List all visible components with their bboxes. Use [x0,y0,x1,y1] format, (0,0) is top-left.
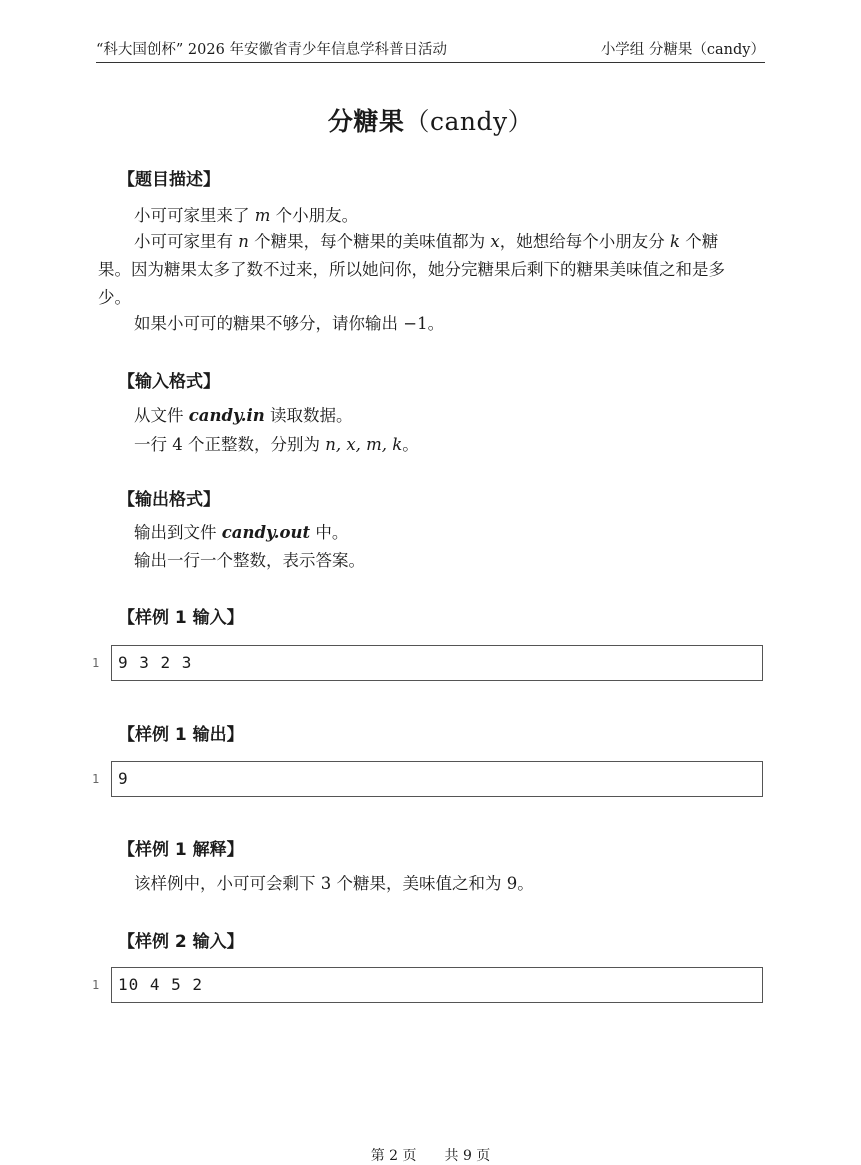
output-l1-text-b: 中。 [315,523,349,542]
sample1-output-code: 9 [111,761,763,797]
p2-text-d: 个糖果。因为糖果太多了数不过来，所以她问你，她分完糖果后剩下的糖果美味值之和是多少。 [98,232,725,307]
page-header [96,38,765,63]
input-format-line1 [134,404,352,428]
input-l2-text-a: 一行 4 个正整数，分别为 [134,435,320,454]
output-l1-text-a: 输出到文件 [134,523,217,542]
sample1-output-heading: 【样例 1 输出】 [118,725,244,745]
input-l2-vars: n, x, m, k [325,435,403,454]
p1-text-b: 个小朋友。 [275,206,359,225]
p2-text-a: 小可可家里有 [134,232,233,251]
output-format-line2: 输出一行一个整数，表示答案。 [134,551,365,570]
p2-var-k: k [669,232,680,251]
p1-var-m: m [254,206,271,225]
p2-var-n: n [238,232,249,251]
input-filename: candy.in [188,406,265,425]
input-format-line2 [134,433,419,457]
title-paren: （candy） [404,107,534,136]
sample2-input-line-number: 1 [92,978,100,992]
sample1-explain-heading: 【样例 1 解释】 [118,840,244,860]
output-format-heading: 【输出格式】 [118,490,220,510]
sample1-output-line-number: 1 [92,772,100,786]
p2-text-b: 个糖果，每个糖果的美味值都为 [254,232,486,251]
sample1-input-line-number: 1 [92,656,100,670]
footer-total-pages: 共 9 页 [444,1148,491,1164]
p2-var-x: x [490,232,500,251]
footer-page-number: 第 2 页 [370,1148,417,1164]
sample2-input-code: 10 4 5 2 [111,967,763,1003]
description-p3: 如果小可可的糖果不够分，请你输出 −1。 [134,314,445,333]
output-filename: candy.out [221,523,311,542]
output-format-line1 [134,521,348,545]
page-footer [0,1145,861,1165]
sample1-input-code: 9 3 2 3 [111,645,763,681]
header-contest-name: “科大国创杯” 2026 年安徽省青少年信息学科普日活动 [96,42,447,58]
sample1-input-heading: 【样例 1 输入】 [118,608,244,628]
description-p1 [134,204,358,228]
sample2-input-heading: 【样例 2 输入】 [118,932,244,952]
input-l2-text-b: 。 [402,435,419,454]
input-l1-text-a: 从文件 [134,406,184,425]
p1-text-a: 小可可家里来了 [134,206,250,225]
title-main: 分糖果 [327,107,405,136]
sample1-explain-text: 该样例中，小可可会剩下 3 个糖果，美味值之和为 9。 [134,874,534,893]
input-l1-text-b: 读取数据。 [269,406,353,425]
description-heading: 【题目描述】 [118,170,220,190]
p2-text-c: ，她想给每个小朋友分 [499,232,665,251]
input-format-heading: 【输入格式】 [118,372,220,392]
header-problem-label: 小学组 分糖果（candy） [600,42,765,58]
description-p2 [98,228,726,312]
page-title [0,102,861,138]
